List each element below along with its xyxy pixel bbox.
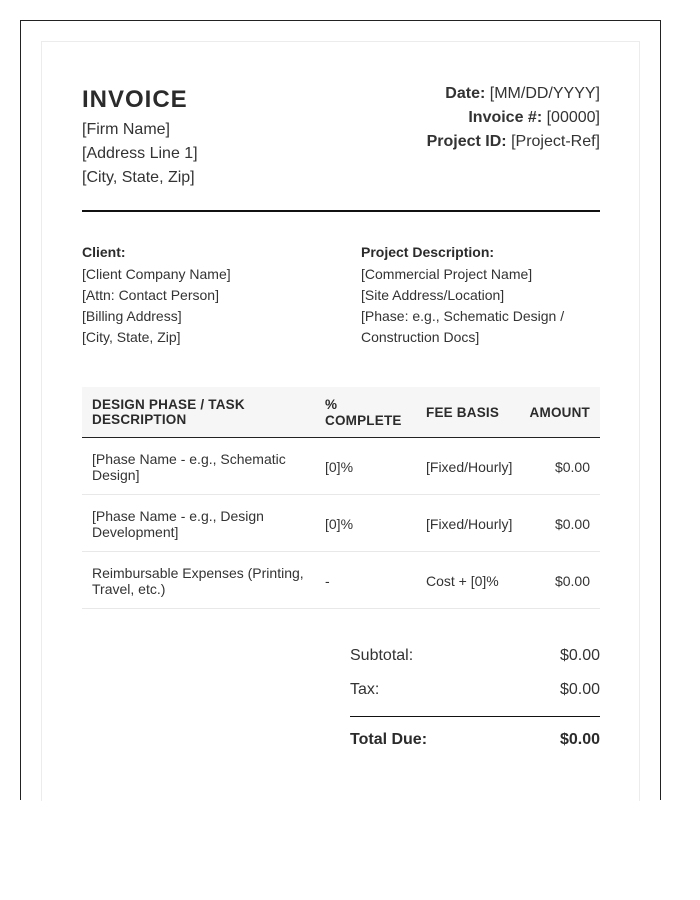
col-header-complete-l2: COMPLETE (325, 413, 402, 428)
row-1-desc-line-2: Design] (92, 467, 140, 483)
row-3-desc-line-2: Travel, etc.) (92, 581, 166, 597)
table-row-3-amount: $0.00 (554, 573, 590, 589)
client-billing-address: [Billing Address] (82, 308, 182, 324)
invoice-number-value: [00000] (546, 109, 600, 126)
table-row-1-complete: [0]% (325, 459, 354, 475)
row-divider (82, 551, 600, 552)
subtotal-label: Subtotal: (350, 647, 414, 664)
row-divider (82, 608, 600, 609)
client-attn: [Attn: Contact Person] (82, 287, 219, 303)
row-3-desc-line-1: Reimbursable Expenses (Printing, (92, 565, 304, 581)
header-divider (82, 210, 600, 212)
client-city: [City, State, Zip] (82, 329, 181, 345)
row-2-desc-line-1: [Phase Name - e.g., Design (92, 508, 264, 524)
row-divider (82, 494, 600, 495)
project-id-label: Project ID: (426, 133, 507, 150)
table-row-3-complete: - (325, 573, 330, 589)
invoice-date (445, 85, 600, 103)
invoice-number (468, 109, 600, 127)
row-2-desc-line-2: Development] (92, 524, 179, 540)
table-row-2-complete: [0]% (325, 516, 354, 532)
project-name: [Commercial Project Name] (361, 266, 533, 282)
project-id-value: [Project-Ref] (511, 133, 600, 150)
tax-label: Tax: (350, 681, 380, 698)
row-1-desc-line-1: [Phase Name - e.g., Schematic (92, 451, 286, 467)
date-value: [MM/DD/YYYY] (489, 85, 600, 102)
subtotal-value: $0.00 (559, 647, 600, 664)
date-label: Date: (445, 85, 486, 102)
col-header-amount: AMOUNT (529, 405, 590, 420)
total-due-label: Total Due: (350, 731, 428, 748)
firm-address: [Address Line 1] (82, 145, 198, 162)
project-phase-cont: Construction Docs] (361, 329, 480, 345)
col-header-complete-l1: % (325, 397, 338, 412)
tax-value: $0.00 (559, 681, 600, 698)
invoice-number-label: Invoice #: (468, 109, 543, 126)
col-header-fee-basis: FEE BASIS (426, 405, 500, 420)
invoice-title: INVOICE (82, 86, 188, 113)
col-header-description-l1: DESIGN PHASE / TASK (92, 397, 245, 412)
table-row-2-fee-basis: [Fixed/Hourly] (426, 516, 513, 532)
table-row-3-fee-basis: Cost + [0]% (426, 573, 499, 589)
total-due-value: $0.00 (559, 731, 600, 748)
client-section (82, 244, 231, 348)
client-company: [Client Company Name] (82, 266, 231, 282)
project-id (427, 133, 600, 151)
table-row-1-amount: $0.00 (554, 459, 590, 475)
firm-city: [City, State, Zip] (82, 169, 195, 186)
totals-divider (350, 716, 600, 717)
firm-name: [Firm Name] (82, 121, 170, 138)
table-row-1-fee-basis: [Fixed/Hourly] (426, 459, 513, 475)
table-row-2-amount: $0.00 (554, 516, 590, 532)
project-section (361, 244, 564, 348)
project-heading: Project Description: (361, 244, 495, 260)
col-header-description-l2: DESCRIPTION (92, 412, 187, 427)
table-row-1-description (92, 451, 286, 483)
project-phase: [Phase: e.g., Schematic Design / (361, 308, 565, 324)
table-row-2-description (92, 508, 264, 540)
project-site: [Site Address/Location] (361, 287, 505, 303)
col-header-description (92, 397, 245, 427)
table-row-3-description (92, 565, 304, 597)
col-header-complete (325, 397, 402, 428)
client-heading: Client: (82, 244, 126, 260)
